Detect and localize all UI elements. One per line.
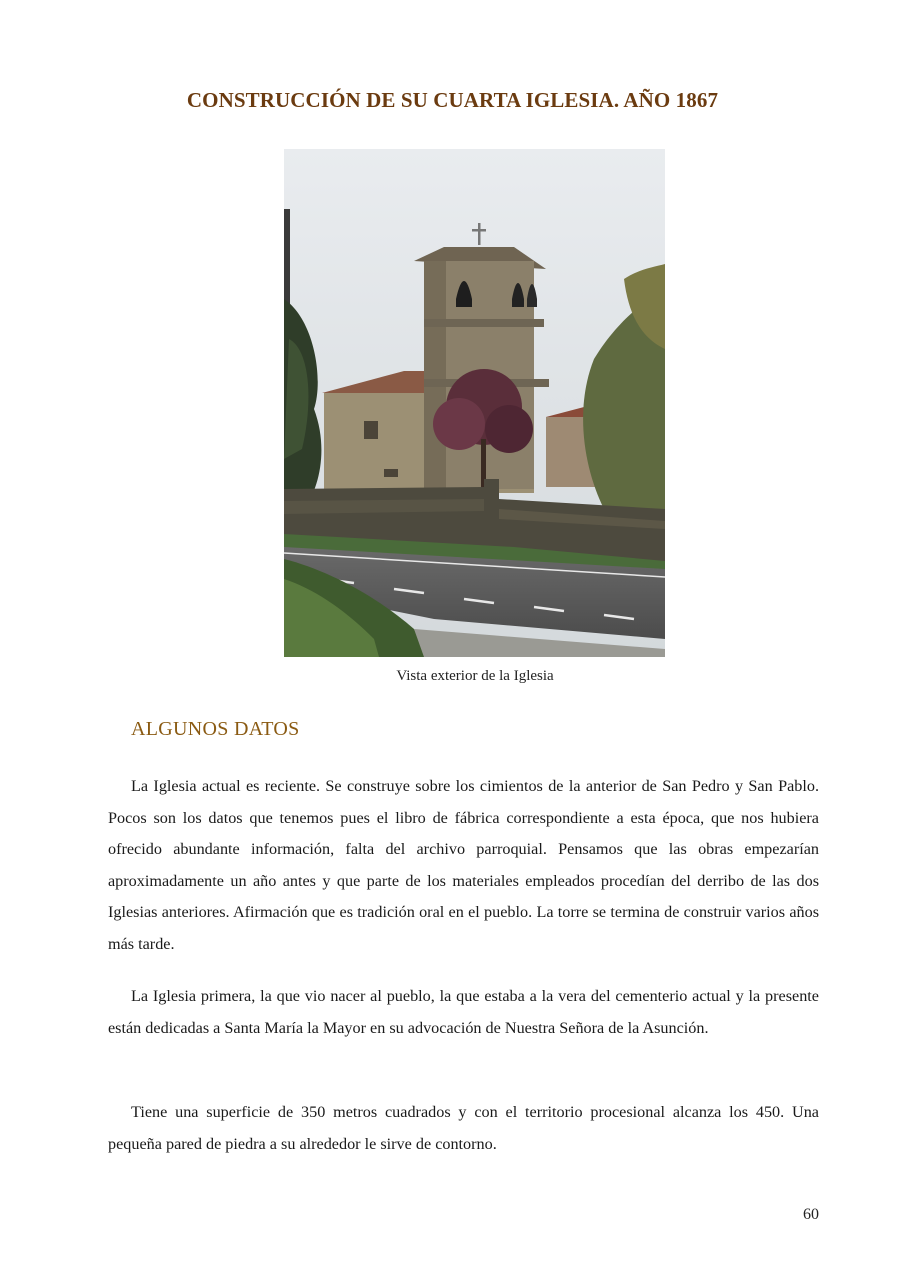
- paragraph-block: [108, 981, 819, 1044]
- church-photo: [284, 149, 665, 657]
- church-photo-image: [284, 149, 665, 657]
- page-number: 60: [803, 1206, 819, 1223]
- paragraph: La Iglesia actual es reciente. Se construye sobre los cimientos de la anterior de San Pedro y San Pablo. Pocos son los datos que tenemos pues el libro de fábrica correspondiente a esta época, que nos hubiera ofrecido abundante información, falta del archivo parroquial. Pensamos que las obras empezarían aproximadamente un año antes y que parte de los materiales empleados procedían del derribo de las dos Iglesias anteriores. Afirmación que es tradición oral en el pueblo. La torre se termina de construir varios años más tarde.: [108, 777, 819, 953]
- paragraph-block: [108, 1097, 819, 1160]
- paragraph: La Iglesia primera, la que vio nacer al pueblo, la que estaba a la vera del cementerio actual y la presente están dedicadas a Santa María la Mayor en su advocación de Nuestra Señora de la Asunción.: [108, 987, 819, 1037]
- paragraph-block: [108, 771, 819, 960]
- figure-caption: Vista exterior de la Iglesia: [396, 668, 554, 684]
- paragraph: Tiene una superficie de 350 metros cuadrados y con el territorio procesional alcanza los 450. Una pequeña pared de piedra a su alrededor le sirve de contorno.: [108, 1103, 819, 1153]
- page-title: CONSTRUCCIÓN DE SU CUARTA IGLESIA. AÑO 1867: [186, 88, 719, 112]
- section-heading: ALGUNOS DATOS: [131, 718, 300, 740]
